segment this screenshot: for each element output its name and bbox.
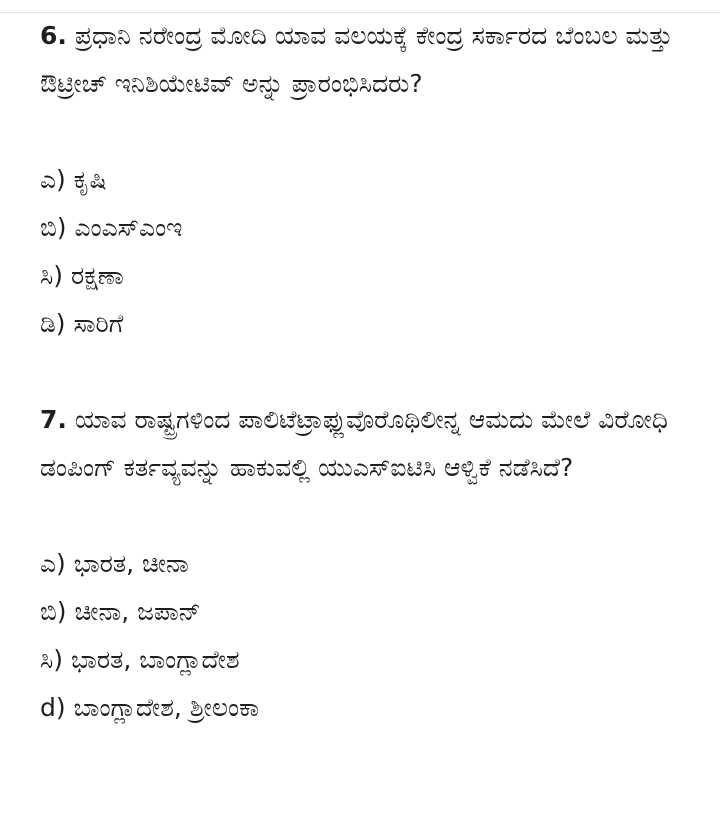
question-number: 6. (40, 21, 67, 50)
option-c: ಸಿ) ರಕ್ಷಣಾ (40, 261, 124, 290)
option-b: ಬಿ) ಎಂಎಸ್‌ಎಂಇ (40, 213, 183, 242)
option-d: ಡಿ) ಸಾರಿಗೆ (40, 309, 124, 338)
question-6-options (40, 156, 700, 348)
option-c: ಸಿ) ಭಾರತ, ಬಾಂಗ್ಲಾದೇಶ (40, 645, 240, 674)
quiz-content (40, 12, 700, 732)
question-7-options (40, 540, 700, 732)
option-a: ಎ) ಕೃಷಿ (40, 165, 107, 194)
option-d: d) ಬಾಂಗ್ಲಾದೇಶ, ಶ್ರೀಲಂಕಾ (40, 693, 260, 722)
question-6 (40, 12, 700, 108)
option-a: ಎ) ಭಾರತ, ಚೀನಾ (40, 549, 189, 578)
option-b: ಬಿ) ಚೀನಾ, ಜಪಾನ್ (40, 597, 201, 626)
question-number: 7. (40, 405, 67, 434)
question-7 (40, 396, 700, 492)
question-text: ಪ್ರಧಾನಿ ನರೇಂದ್ರ ಮೋದಿ ಯಾವ ವಲಯಕ್ಕೆ ಕೇಂದ್ರ ಸರ್ಕಾರದ ಬೆಂಬಲ ಮತ್ತು ಔಟ್ರೀಚ್ ಇನಿಶಿಯೇಟಿವ್ ಅನ್ನು ಪ್ರಾರಂಭಿಸಿದರು? (40, 21, 673, 98)
question-text: ಯಾವ ರಾಷ್ಟ್ರಗಳಿಂದ ಪಾಲಿಟೆಟ್ರಾಫ್ಲುವೊರೊಥಿಲೀನ್ನ ಆಮದು ಮೇಲೆ ವಿರೋಧಿ ಡಂಪಿಂಗ್ ಕರ್ತವ್ಯವನ್ನು ಹಾಕುವಲ್ಲಿ ಯುಎಸ್ಐಟಿಸಿ ಆಳ್ವಿಕೆ ನಡೆಸಿದೆ? (40, 405, 668, 482)
